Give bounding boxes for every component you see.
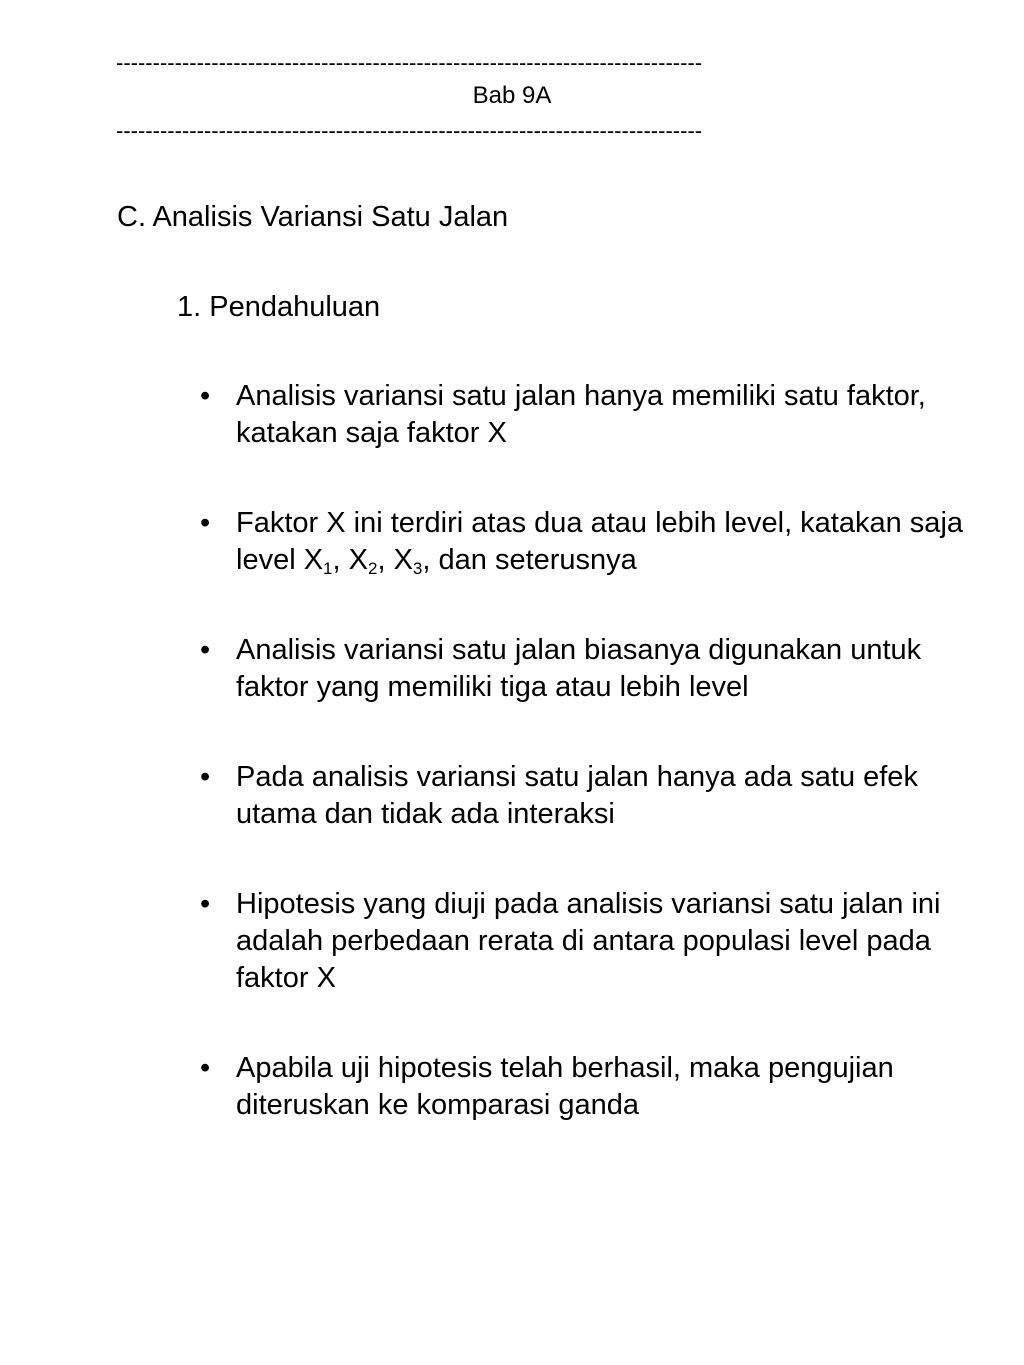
bullet-text-part: , dan seterusnya [422, 544, 637, 576]
bullet-text: Apabila uji hipotesis telah berhasil, maka pengujian diteruskan ke komparasi ganda [236, 1052, 894, 1121]
bullet-item [200, 759, 990, 833]
subscript: 3 [412, 559, 423, 578]
section-title: C. Analisis Variansi Satu Jalan [117, 201, 509, 233]
bullet-text: Pada analisis variansi satu jalan hanya ada satu efek utama dan tidak ada interaksi [236, 761, 918, 830]
bullet-text-part: , X [377, 544, 413, 576]
subscript: 2 [367, 559, 378, 578]
bullet-text-part: , X [332, 544, 368, 576]
bullet-item [200, 1050, 990, 1124]
header-rule-bottom: -------------------------------------------------------------------------------- [116, 118, 703, 143]
bullet-text: Hipotesis yang diuji pada analisis variansi satu jalan ini adalah perbedaan rerata di antara populasi level pada faktor X [236, 888, 941, 994]
bullet-text: Analisis variansi satu jalan biasanya digunakan untuk faktor yang memiliki tiga atau lebih level [236, 634, 922, 703]
bullet-text-part: Faktor X ini terdiri atas dua atau lebih level, katakan saja level X [236, 507, 964, 576]
bullet-item [200, 378, 990, 452]
header-rule-top: -------------------------------------------------------------------------------- [116, 50, 703, 75]
bullet-symbol: • [200, 380, 211, 412]
bullet-symbol: • [200, 888, 211, 920]
bullet-item [200, 505, 990, 579]
bullet-item [200, 886, 990, 997]
bullet-symbol: • [200, 507, 211, 539]
bullet-symbol: • [200, 634, 211, 666]
bullet-text: Analisis variansi satu jalan hanya memiliki satu faktor, katakan saja faktor X [236, 380, 926, 449]
chapter-header [0, 50, 1024, 144]
bullet-text [236, 505, 990, 579]
bullet-symbol: • [200, 1052, 211, 1084]
chapter-title: Bab 9A [472, 82, 552, 109]
bullet-list [200, 378, 990, 1177]
bullet-item [200, 632, 990, 706]
subscript: 1 [323, 559, 333, 578]
bullet-symbol: • [200, 761, 211, 793]
subsection-title: 1. Pendahuluan [177, 291, 381, 323]
